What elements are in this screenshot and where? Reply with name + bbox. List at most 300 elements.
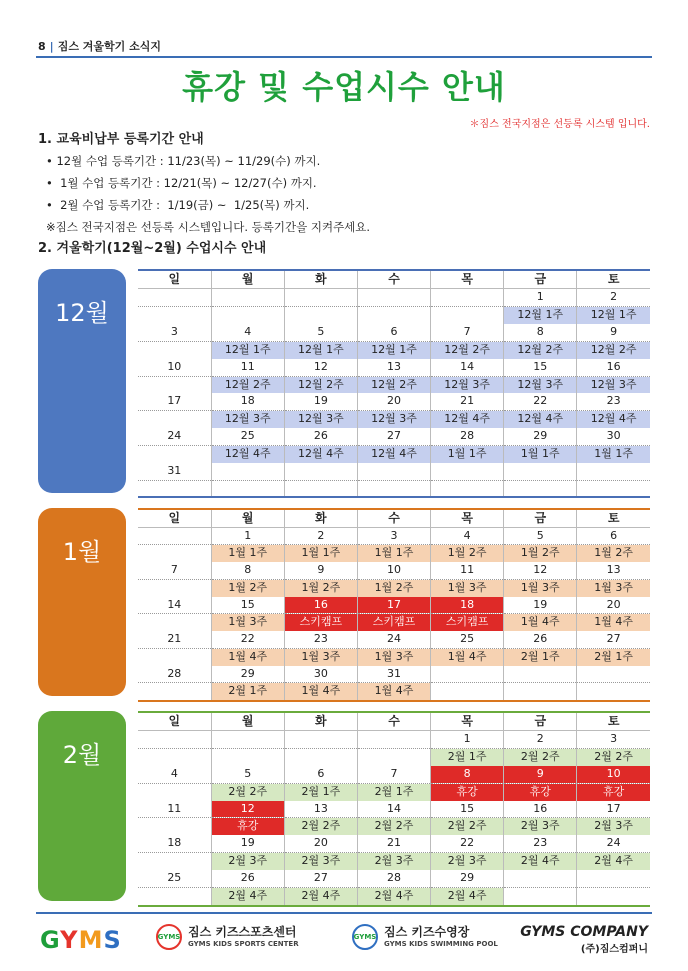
week-label: 12월 4주 [577, 411, 650, 428]
date-number: 20 [577, 597, 650, 614]
week-label: 12월 4주 [504, 411, 577, 428]
week-label: 1월 2주 [284, 579, 357, 596]
week-label: 2월 2주 [211, 783, 284, 800]
date-number: 7 [138, 562, 211, 579]
date-number: 3 [577, 730, 650, 748]
week-label-row [138, 306, 650, 323]
date-number: 4 [211, 324, 284, 341]
date-number: 11 [138, 801, 211, 818]
date-number: 6 [284, 766, 357, 783]
week-label: 1월 4주 [211, 648, 284, 665]
week-label [357, 306, 430, 323]
weekday-label: 목 [431, 509, 504, 527]
week-label: 2월 2주 [431, 818, 504, 835]
footer [36, 920, 652, 962]
week-label-row [138, 481, 650, 498]
weekday-label: 토 [577, 509, 650, 527]
logo-letter: G [40, 926, 61, 954]
week-label: 12월 4주 [357, 446, 430, 463]
week-label: 1월 2주 [431, 545, 504, 562]
week-label-row [138, 853, 650, 870]
week-label [138, 545, 211, 562]
date-number: 11 [211, 359, 284, 376]
week-label: 1월 3주 [211, 614, 284, 631]
event-label: 휴강 [211, 818, 284, 835]
week-label: 1월 3주 [284, 648, 357, 665]
weekday-label: 토 [577, 270, 650, 288]
date-number: 10 [357, 562, 430, 579]
brand-name-en: GYMS KIDS SPORTS CENTER [188, 940, 299, 948]
date-number: 12 [284, 359, 357, 376]
date-number: 16 [504, 801, 577, 818]
date-number: 1 [504, 288, 577, 306]
week-label: 12월 2주 [577, 341, 650, 358]
date-number: 21 [431, 393, 504, 410]
brand-name: 짐스 키즈스포츠센터 [188, 925, 297, 939]
week-label [138, 306, 211, 323]
swimming-pool-emblem-icon: GYMS [352, 924, 378, 950]
date-number: 11 [431, 562, 504, 579]
week-label [138, 888, 211, 906]
date-number: 15 [504, 359, 577, 376]
week-label [138, 376, 211, 393]
week-label [357, 748, 430, 765]
date-number: 29 [211, 666, 284, 683]
week-label: 1월 2주 [504, 545, 577, 562]
week-label: 1월 3주 [577, 579, 650, 596]
date-number [504, 666, 577, 683]
week-label [138, 648, 211, 665]
weekday-label: 월 [211, 509, 284, 527]
date-number: 6 [357, 324, 430, 341]
calendar-table [138, 508, 650, 702]
week-label-row [138, 888, 650, 906]
brand-swimming-pool [352, 924, 498, 950]
date-row [138, 801, 650, 818]
date-number: 28 [138, 666, 211, 683]
date-number: 5 [211, 766, 284, 783]
week-label-row [138, 446, 650, 463]
week-label: 2월 1주 [357, 783, 430, 800]
week-label [284, 481, 357, 498]
date-number [138, 730, 211, 748]
company-name-en: GYMS COMPANY [520, 924, 648, 940]
date-number: 27 [577, 631, 650, 648]
date-number: 21 [357, 835, 430, 852]
date-number [577, 870, 650, 887]
date-number: 30 [577, 428, 650, 445]
event-label: 스키캠프 [431, 614, 504, 631]
date-number: 8 [211, 562, 284, 579]
date-row [138, 835, 650, 852]
week-label: 2월 1주 [504, 648, 577, 665]
week-label: 2월 3주 [357, 853, 430, 870]
page-header: 8 | 짐스 겨울학기 소식지 [38, 40, 161, 53]
weekday-label: 월 [211, 712, 284, 730]
date-number: 26 [284, 428, 357, 445]
date-row [138, 324, 650, 341]
logo-letter: S [103, 926, 122, 954]
gyms-logo [40, 926, 122, 954]
date-number [431, 288, 504, 306]
week-label [138, 683, 211, 701]
date-row [138, 393, 650, 410]
registration-line: • 12월 수업 등록기간 : 11/23(목) ~ 11/29(수) 까지. [46, 154, 321, 168]
date-number: 7 [357, 766, 430, 783]
date-row [138, 870, 650, 887]
week-label: 12월 2주 [357, 376, 430, 393]
week-label: 12월 1주 [577, 306, 650, 323]
week-label [431, 306, 504, 323]
date-number: 4 [138, 766, 211, 783]
date-number: 27 [284, 870, 357, 887]
weekday-label: 일 [138, 270, 211, 288]
week-label [504, 481, 577, 498]
week-label [138, 748, 211, 765]
week-label-row [138, 341, 650, 358]
week-label [211, 481, 284, 498]
weekday-label: 금 [504, 509, 577, 527]
date-number: 19 [504, 597, 577, 614]
week-label-row [138, 818, 650, 835]
company-name-kr: (주)짐스컴퍼니 [580, 944, 648, 955]
date-row [138, 666, 650, 683]
week-label [577, 888, 650, 906]
week-label: 12월 4주 [211, 446, 284, 463]
weekday-label: 금 [504, 270, 577, 288]
week-label [284, 306, 357, 323]
week-label [211, 306, 284, 323]
week-label: 2월 4주 [504, 853, 577, 870]
week-label-row [138, 411, 650, 428]
date-number: 31 [357, 666, 430, 683]
date-number: 29 [504, 428, 577, 445]
date-number: 13 [284, 801, 357, 818]
date-number: 22 [211, 631, 284, 648]
weekday-label: 월 [211, 270, 284, 288]
date-number [577, 666, 650, 683]
weekday-label: 일 [138, 509, 211, 527]
week-label: 2월 3주 [211, 853, 284, 870]
calendar-february [38, 711, 650, 901]
week-label: 1월 1주 [211, 545, 284, 562]
week-label [138, 446, 211, 463]
date-number [138, 288, 211, 306]
date-number: 20 [357, 393, 430, 410]
week-label [138, 853, 211, 870]
month-badge: 1월 [38, 508, 126, 696]
date-number: 12 [504, 562, 577, 579]
week-label: 2월 4주 [577, 853, 650, 870]
date-number: 9 [284, 562, 357, 579]
date-number: 12 [211, 801, 284, 818]
week-label: 2월 1주 [431, 748, 504, 765]
date-number: 22 [504, 393, 577, 410]
calendar-table [138, 269, 650, 498]
footer-divider [36, 912, 652, 914]
date-number: 16 [577, 359, 650, 376]
weekday-label: 화 [284, 509, 357, 527]
date-number [431, 463, 504, 480]
week-label: 2월 4주 [284, 888, 357, 906]
date-number: 24 [138, 428, 211, 445]
date-row [138, 428, 650, 445]
week-label-row [138, 748, 650, 765]
date-number: 28 [357, 870, 430, 887]
week-label: 2월 3주 [431, 853, 504, 870]
week-label: 2월 3주 [284, 853, 357, 870]
date-number: 8 [431, 766, 504, 783]
event-label: 휴강 [504, 783, 577, 800]
date-number: 10 [138, 359, 211, 376]
week-label: 1월 2주 [577, 545, 650, 562]
date-number [138, 527, 211, 545]
date-number: 22 [431, 835, 504, 852]
week-label: 2월 2주 [577, 748, 650, 765]
top-note: ＊짐스 전국지점은 선등록 시스템 입니다. [469, 119, 650, 130]
week-label [431, 481, 504, 498]
date-number: 1 [431, 730, 504, 748]
date-number: 13 [577, 562, 650, 579]
date-number: 25 [431, 631, 504, 648]
date-number: 16 [284, 597, 357, 614]
weekday-label: 수 [357, 270, 430, 288]
date-number: 3 [138, 324, 211, 341]
company-logo [520, 924, 648, 955]
date-number: 18 [211, 393, 284, 410]
weekday-label: 화 [284, 712, 357, 730]
date-number: 24 [357, 631, 430, 648]
date-number: 4 [431, 527, 504, 545]
week-label: 12월 3주 [211, 411, 284, 428]
week-label-row [138, 545, 650, 562]
week-label: 12월 4주 [431, 411, 504, 428]
week-label: 12월 1주 [357, 341, 430, 358]
week-label: 1월 1주 [431, 446, 504, 463]
page-title: 휴강 및 수업시수 안내 [182, 68, 506, 106]
date-number: 15 [211, 597, 284, 614]
week-label: 12월 2주 [504, 341, 577, 358]
date-row [138, 359, 650, 376]
week-label-row [138, 614, 650, 631]
date-number: 7 [431, 324, 504, 341]
week-label: 1월 4주 [577, 614, 650, 631]
month-badge: 12월 [38, 269, 126, 493]
event-label: 휴강 [577, 783, 650, 800]
date-number [357, 730, 430, 748]
week-label [211, 748, 284, 765]
week-label: 1월 1주 [577, 446, 650, 463]
date-number: 9 [577, 324, 650, 341]
event-label: 스키캠프 [284, 614, 357, 631]
date-number [357, 288, 430, 306]
date-number: 5 [504, 527, 577, 545]
date-number: 21 [138, 631, 211, 648]
date-number [577, 463, 650, 480]
week-label: 2월 3주 [577, 818, 650, 835]
week-label: 12월 1주 [211, 341, 284, 358]
registration-note: ※짐스 전국지점은 선등록 시스템입니다. 등록기간을 지켜주세요. [46, 220, 371, 234]
date-number [504, 463, 577, 480]
week-label: 12월 3주 [504, 376, 577, 393]
week-label: 1월 1주 [504, 446, 577, 463]
section1-heading: 1. 교육비납부 등록기간 안내 [38, 132, 204, 147]
week-label-row [138, 648, 650, 665]
date-number: 18 [138, 835, 211, 852]
date-row [138, 527, 650, 545]
week-label-row [138, 683, 650, 701]
week-label: 2월 4주 [431, 888, 504, 906]
date-number: 13 [357, 359, 430, 376]
weekday-label: 토 [577, 712, 650, 730]
sports-center-emblem-icon: GYMS [156, 924, 182, 950]
week-label [138, 614, 211, 631]
date-number: 10 [577, 766, 650, 783]
week-label: 1월 3주 [431, 579, 504, 596]
registration-lines [46, 150, 370, 238]
week-label [504, 683, 577, 701]
week-label: 2월 2주 [357, 818, 430, 835]
registration-line: • 1월 수업 등록기간 : 12/21(목) ~ 12/27(수) 까지. [46, 176, 317, 190]
date-number: 24 [577, 835, 650, 852]
date-number [211, 288, 284, 306]
registration-line: • 2월 수업 등록기간 : 1/19(금) ~ 1/25(목) 까지. [46, 198, 310, 212]
date-number: 3 [357, 527, 430, 545]
week-label-row [138, 376, 650, 393]
week-label: 2월 1주 [211, 683, 284, 701]
week-label: 12월 2주 [284, 376, 357, 393]
week-label: 1월 3주 [504, 579, 577, 596]
date-number: 17 [138, 393, 211, 410]
week-label: 12월 1주 [504, 306, 577, 323]
date-row [138, 766, 650, 783]
week-label [138, 341, 211, 358]
week-label-row [138, 783, 650, 800]
week-label: 1월 4주 [431, 648, 504, 665]
page-number: 8 [38, 40, 46, 53]
week-label [504, 888, 577, 906]
calendar-december [38, 269, 650, 493]
week-label: 2월 2주 [504, 748, 577, 765]
date-number [211, 463, 284, 480]
week-label: 2월 3주 [504, 818, 577, 835]
week-label: 2월 4주 [357, 888, 430, 906]
date-number [357, 463, 430, 480]
weekday-label: 목 [431, 270, 504, 288]
date-number: 2 [504, 730, 577, 748]
date-number: 2 [577, 288, 650, 306]
date-number: 25 [211, 428, 284, 445]
week-label: 1월 2주 [357, 579, 430, 596]
date-number: 23 [284, 631, 357, 648]
date-number: 19 [284, 393, 357, 410]
header-divider [36, 56, 652, 58]
date-number [284, 288, 357, 306]
date-number: 20 [284, 835, 357, 852]
week-label: 12월 3주 [284, 411, 357, 428]
logo-letter: Y [60, 926, 79, 954]
weekday-label: 수 [357, 712, 430, 730]
week-label: 1월 3주 [357, 648, 430, 665]
week-label: 2월 2주 [284, 818, 357, 835]
week-label [357, 481, 430, 498]
week-label-row [138, 579, 650, 596]
brand-name: 짐스 키즈수영장 [384, 925, 470, 939]
date-number: 30 [284, 666, 357, 683]
week-label [431, 683, 504, 701]
date-number: 9 [504, 766, 577, 783]
week-label: 12월 2주 [431, 341, 504, 358]
date-number: 5 [284, 324, 357, 341]
date-number: 27 [357, 428, 430, 445]
date-number: 17 [577, 801, 650, 818]
weekday-label: 목 [431, 712, 504, 730]
date-number [211, 730, 284, 748]
date-number: 29 [431, 870, 504, 887]
section2-heading: 2. 겨울학기(12월~2월) 수업시수 안내 [38, 241, 267, 256]
week-label: 12월 3주 [357, 411, 430, 428]
date-number: 23 [504, 835, 577, 852]
date-number: 25 [138, 870, 211, 887]
date-number: 18 [431, 597, 504, 614]
date-number: 14 [138, 597, 211, 614]
week-label [138, 411, 211, 428]
date-number: 26 [211, 870, 284, 887]
event-label: 스키캠프 [357, 614, 430, 631]
date-number: 1 [211, 527, 284, 545]
week-label: 12월 4주 [284, 446, 357, 463]
weekday-header-row [138, 270, 650, 288]
date-number: 6 [577, 527, 650, 545]
date-number: 17 [357, 597, 430, 614]
date-number [504, 870, 577, 887]
date-number: 31 [138, 463, 211, 480]
calendar-table [138, 711, 650, 907]
weekday-label: 화 [284, 270, 357, 288]
week-label: 1월 2주 [211, 579, 284, 596]
date-row [138, 730, 650, 748]
date-number: 26 [504, 631, 577, 648]
week-label: 12월 3주 [431, 376, 504, 393]
event-label: 휴강 [431, 783, 504, 800]
week-label [138, 818, 211, 835]
week-label: 12월 2주 [211, 376, 284, 393]
week-label [284, 748, 357, 765]
weekday-header-row [138, 509, 650, 527]
weekday-header-row [138, 712, 650, 730]
date-number: 19 [211, 835, 284, 852]
week-label: 12월 1주 [284, 341, 357, 358]
brand-sports-center [156, 924, 299, 950]
date-number: 14 [431, 359, 504, 376]
month-badge: 2월 [38, 711, 126, 901]
date-number: 15 [431, 801, 504, 818]
weekday-label: 일 [138, 712, 211, 730]
date-number [284, 463, 357, 480]
date-number [431, 666, 504, 683]
date-number [284, 730, 357, 748]
date-number: 28 [431, 428, 504, 445]
week-label [138, 481, 211, 498]
weekday-label: 금 [504, 712, 577, 730]
date-number: 2 [284, 527, 357, 545]
date-row [138, 562, 650, 579]
week-label [577, 481, 650, 498]
week-label: 1월 4주 [284, 683, 357, 701]
calendar-january [38, 508, 650, 696]
date-row [138, 463, 650, 480]
date-row [138, 597, 650, 614]
